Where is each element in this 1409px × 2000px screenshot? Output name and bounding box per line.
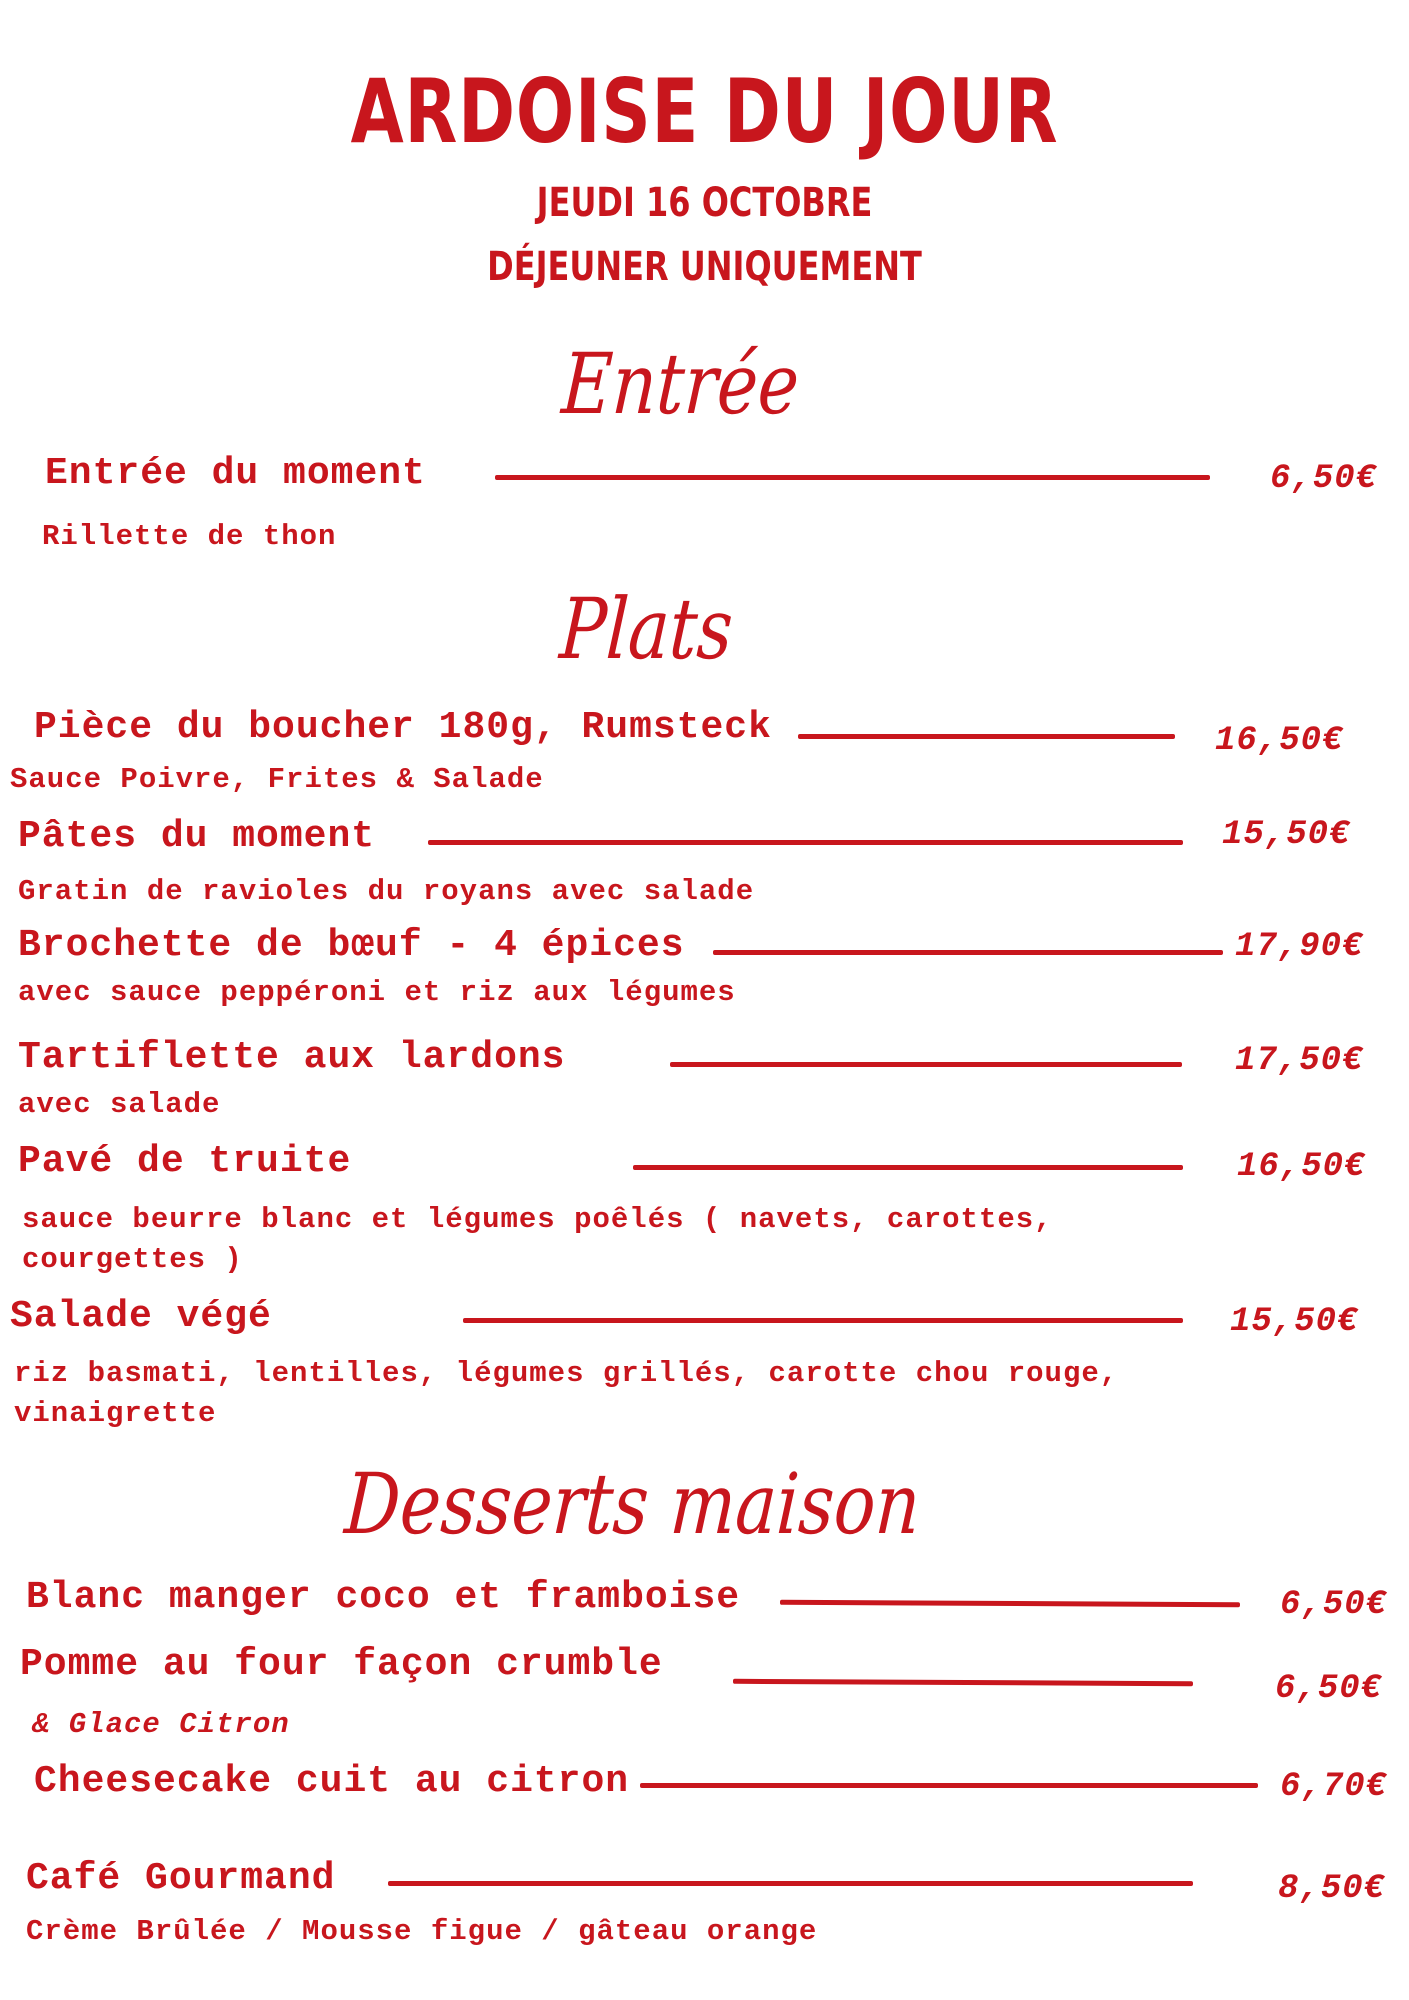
dotted-rule (495, 475, 1210, 480)
menu-item-price: 15,50€ (1230, 1303, 1359, 1341)
menu-item-name: Café Gourmand (26, 1857, 336, 1900)
menu-item-price: 15,50€ (1222, 816, 1351, 854)
dotted-rule (633, 1165, 1183, 1170)
section-title-plats: Plats (557, 580, 736, 678)
menu-item-price: 6,50€ (1280, 1586, 1388, 1624)
menu-item-desc: Sauce Poivre, Frites & Salade (10, 763, 544, 796)
menu-item-desc: & Glace Citron (32, 1708, 290, 1741)
dotted-rule (463, 1318, 1183, 1323)
menu-item-price: 6,50€ (1270, 460, 1378, 498)
menu-item-name: Pomme au four façon crumble (20, 1643, 663, 1686)
menu-item-desc: Crème Brûlée / Mousse figue / gâteau orange (26, 1915, 818, 1948)
dotted-rule (780, 1600, 1240, 1607)
dotted-rule (798, 734, 1175, 739)
menu-item-name: Brochette de bœuf - 4 épices (18, 924, 685, 967)
menu-item-price: 16,50€ (1215, 722, 1344, 760)
menu-item-name: Cheesecake cuit au citron (34, 1760, 630, 1803)
section-title-entree: Entrée (559, 335, 802, 433)
menu-item-desc: Gratin de ravioles du royans avec salade (18, 875, 755, 908)
menu-item-desc: avec sauce peppéroni et riz aux légumes (18, 976, 736, 1009)
dotted-rule (388, 1881, 1193, 1886)
menu-item-price: 6,70€ (1280, 1768, 1388, 1806)
menu-item-desc: riz basmati, lentilles, légumes grillés, carotte chou rouge, vinaigrette (14, 1357, 1119, 1430)
menu-item-price: 17,50€ (1235, 1042, 1364, 1080)
menu-item-name: Pièce du boucher 180g, Rumsteck (34, 706, 772, 749)
menu-item-price: 8,50€ (1278, 1870, 1386, 1908)
dotted-rule (713, 950, 1223, 955)
menu-item-name: Entrée du moment (45, 452, 426, 495)
menu-item-name: Pâtes du moment (18, 815, 376, 858)
menu-note: DÉJEUNER UNIQUEMENT (487, 244, 922, 290)
dotted-rule (640, 1783, 1258, 1788)
dotted-rule (670, 1062, 1182, 1067)
menu-item-name: Pavé de truite (18, 1140, 352, 1183)
section-title-desserts: Desserts maison (342, 1455, 923, 1553)
menu-item-price: 6,50€ (1275, 1670, 1383, 1708)
menu-title: ARDOISE DU JOUR (350, 60, 1059, 163)
menu-date: JEUDI 16 OCTOBRE (536, 180, 873, 226)
dotted-rule (428, 840, 1183, 845)
menu-item-name: Blanc manger coco et framboise (26, 1576, 741, 1619)
dotted-rule (733, 1679, 1193, 1686)
menu-item-desc: Rillette de thon (42, 520, 337, 553)
menu-item-desc: sauce beurre blanc et légumes poêlés ( navets, carottes, courgettes ) (22, 1203, 1053, 1276)
menu-item-desc: avec salade (18, 1088, 221, 1121)
menu-item-price: 16,50€ (1237, 1148, 1366, 1186)
menu-item-name: Tartiflette aux lardons (18, 1036, 566, 1079)
menu-item-name: Salade végé (10, 1295, 272, 1338)
menu-item-price: 17,90€ (1235, 928, 1364, 966)
